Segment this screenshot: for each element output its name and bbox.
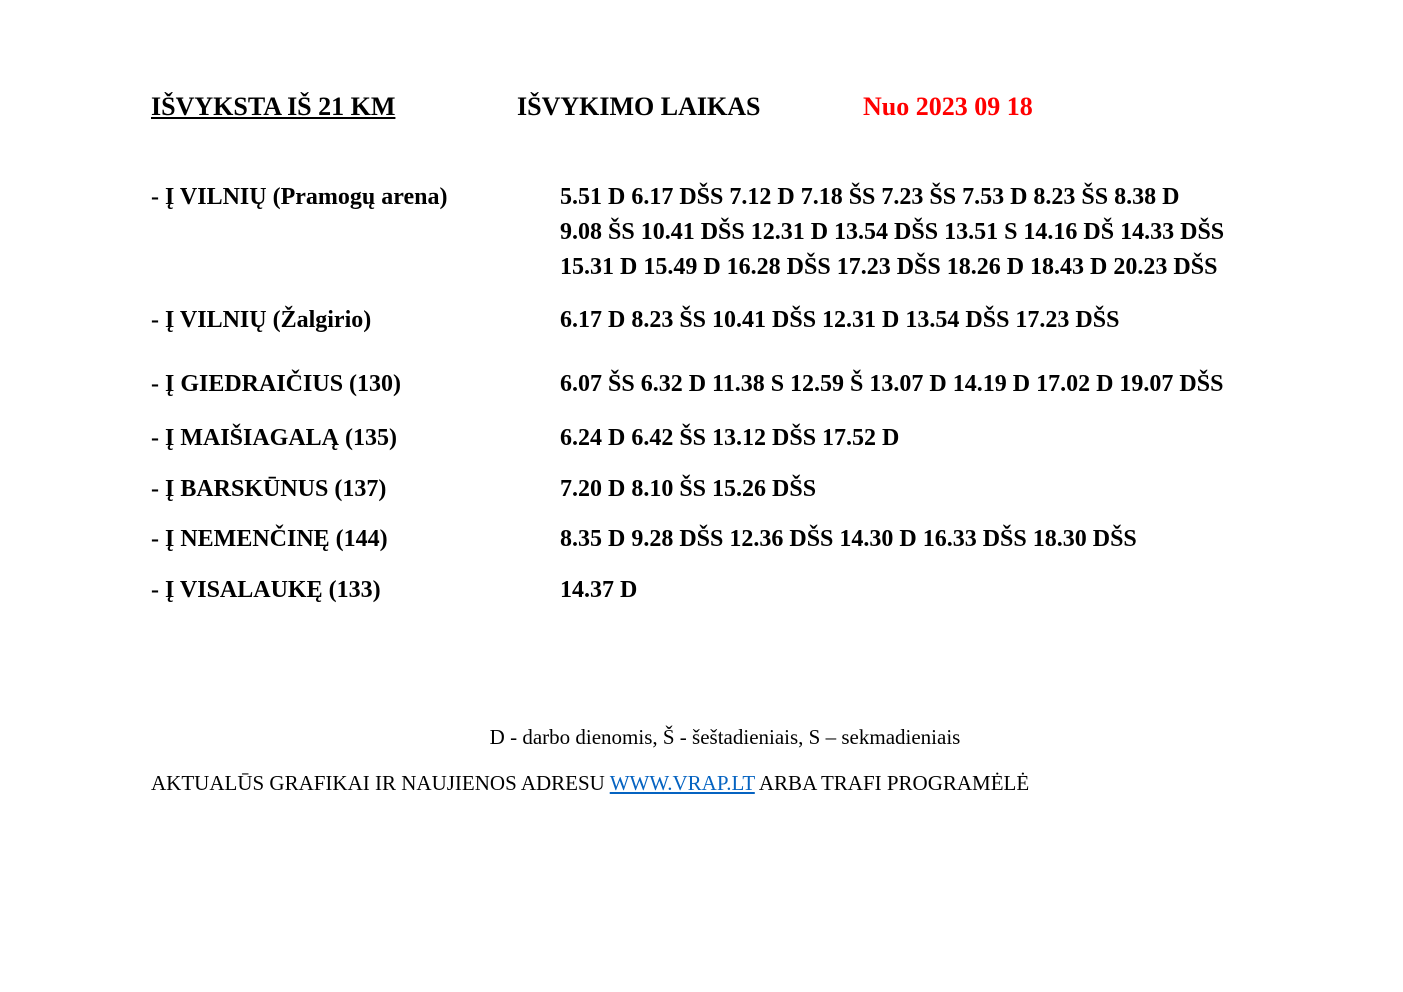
route-times bbox=[560, 421, 1320, 456]
route-destination: - Į VISALAUKĘ (133) bbox=[151, 577, 381, 603]
route-times-line: 5.51 D 6.17 DŠS 7.12 D 7.18 ŠS 7.23 ŠS 7.53 D 8.23 ŠS 8.38 D bbox=[560, 184, 1180, 210]
route-times-line: 15.31 D 15.49 D 16.28 DŠS 17.23 DŠS 18.26 D 18.43 D 20.23 DŠS bbox=[560, 254, 1218, 280]
route-times-line: 8.35 D 9.28 DŠS 12.36 DŠS 14.30 D 16.33 DŠS 18.30 DŠS bbox=[560, 526, 1137, 552]
route-times bbox=[560, 180, 1320, 285]
page-header bbox=[151, 92, 1251, 128]
footer-suffix: ARBA TRAFI PROGRAMĖLĖ bbox=[754, 771, 1030, 795]
route-times bbox=[560, 573, 1320, 608]
departure-time-title: IŠVYKIMO LAIKAS bbox=[517, 92, 761, 121]
route-times-line: 7.20 D 8.10 ŠS 15.26 DŠS bbox=[560, 476, 817, 502]
route-times bbox=[560, 367, 1320, 402]
departure-title: IŠVYKSTA IŠ 21 KM bbox=[151, 92, 396, 121]
route-destination: - Į BARSKŪNUS (137) bbox=[151, 476, 387, 502]
route-destination: - Į VILNIŲ (Žalgirio) bbox=[151, 307, 372, 333]
route-times bbox=[560, 303, 1320, 338]
footer-prefix: AKTUALŪS GRAFIKAI IR NAUJIENOS ADRESU bbox=[151, 771, 610, 795]
route-times-line: 6.17 D 8.23 ŠS 10.41 DŠS 12.31 D 13.54 DŠS 17.23 DŠS bbox=[560, 307, 1120, 333]
route-times-line: 14.37 D bbox=[560, 577, 638, 603]
route-destination: - Į NEMENČINĘ (144) bbox=[151, 526, 388, 552]
valid-from-date: Nuo 2023 09 18 bbox=[863, 92, 1033, 121]
route-times bbox=[560, 472, 1320, 507]
route-destination: - Į MAIŠIAGALĄ (135) bbox=[151, 425, 397, 451]
route-times-line: 6.24 D 6.42 ŠS 13.12 DŠS 17.52 D bbox=[560, 425, 900, 451]
legend-text: D - darbo dienomis, Š - šeštadieniais, S – sekmadieniais bbox=[489, 725, 961, 749]
route-times bbox=[560, 522, 1320, 557]
footer-notice bbox=[151, 771, 1029, 796]
route-destination: - Į VILNIŲ (Pramogų arena) bbox=[151, 184, 448, 210]
route-times-line: 6.07 ŠS 6.32 D 11.38 S 12.59 Š 13.07 D 14.19 D 17.02 D 19.07 DŠS bbox=[560, 371, 1224, 397]
route-times-line: 9.08 ŠS 10.41 DŠS 12.31 D 13.54 DŠS 13.51 S 14.16 DŠ 14.33 DŠS bbox=[560, 219, 1225, 245]
route-destination: - Į GIEDRAIČIUS (130) bbox=[151, 371, 402, 397]
website-link[interactable]: WWW.VRAP.LT bbox=[609, 771, 755, 795]
